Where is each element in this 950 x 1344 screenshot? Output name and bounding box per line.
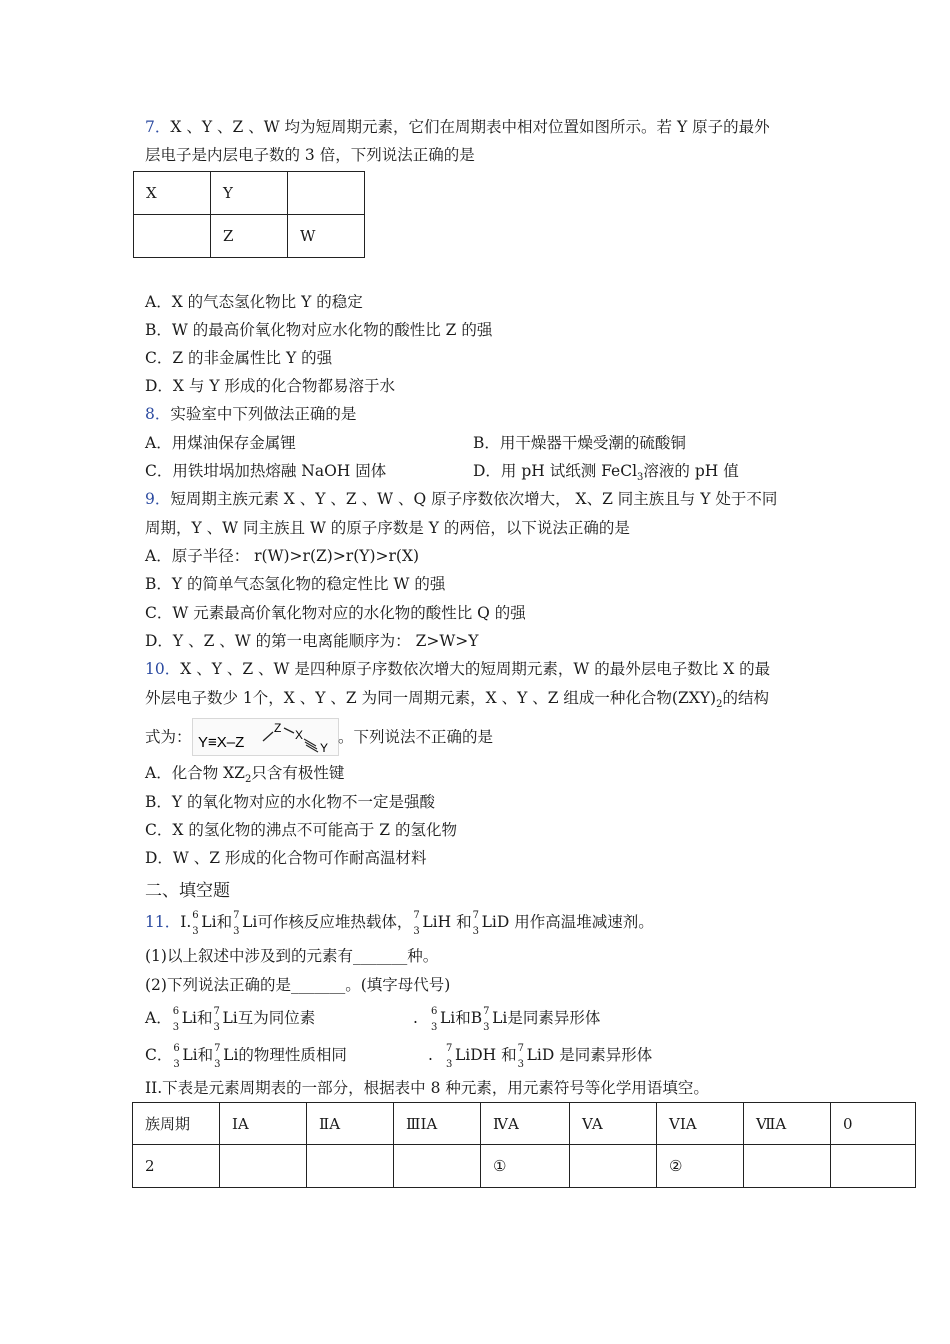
element-symbol: Li (526, 1046, 542, 1064)
formula-y-atom: Y (320, 741, 329, 755)
element-symbol: Li (182, 1046, 198, 1064)
q7-line2: 层电子是内层电子数的 3 倍，下列说法正确的是 (145, 146, 475, 164)
q8-option-b: B．用干燥器干燥受潮的硫酸铜 (473, 434, 686, 452)
q11-option-a-text: 互为同位素 (237, 1009, 316, 1027)
q7-option-d: D．X 与 Y 形成的化合物都易溶于水 (145, 377, 395, 395)
table-header-cell: ⅣA (481, 1103, 570, 1145)
q8-option-d-text: 溶液的 pH 值 (643, 462, 739, 480)
q7-cell: X (134, 172, 211, 215)
isotope-li7: 7 3 (413, 910, 420, 937)
element-symbol: Li (201, 913, 217, 931)
formula-left-part: Y≡X–Z (198, 734, 245, 751)
table-cell (570, 1145, 657, 1188)
section-heading: 二、填空题 (145, 881, 230, 901)
isotope-li6: 6 3 (172, 1006, 180, 1033)
table-cell (307, 1145, 394, 1188)
q7-option-b: B．W 的最高价氧化物对应水化物的酸性比 Z 的强 (145, 321, 493, 339)
element-symbol: Li (454, 1046, 471, 1064)
q11-option-d-text: H 和 (482, 1046, 517, 1064)
q11-option-a (145, 1006, 316, 1033)
q10-option-a-text: A．化合物 XZ (145, 764, 245, 782)
q11-text: D 用作高温堆减速剂。 (496, 913, 654, 931)
table-cell (831, 1145, 916, 1188)
q11-sub1: (1)以上叙述中涉及到的元素有_______种。 (145, 947, 439, 965)
q7-option-a: A．X 的气态氢化物比 Y 的稳定 (145, 293, 363, 311)
table-cell (394, 1145, 481, 1188)
q7-stem: X 、Y 、Z 、W 均为短周期元素，它们在周期表中相对位置如图所示。若 Y 原子的最外 (170, 118, 770, 136)
q9-option-c: C．W 元素最高价氧化物对应的水化物的酸性比 Q 的强 (145, 604, 526, 622)
table-header-cell: ⅢIA (394, 1103, 481, 1145)
q8-stem: 实验室中下列做法正确的是 (170, 405, 357, 423)
q7-line1 (145, 117, 770, 137)
element-symbol: Li (181, 1009, 197, 1027)
q9-option-a: A．原子半径： r(W)>r(Z)>r(Y)>r(X) (145, 547, 420, 565)
table-cell (220, 1145, 307, 1188)
table-header-cell: ⅡA (307, 1103, 394, 1145)
element-symbol: Li (481, 913, 497, 931)
q11-text: I. (180, 913, 192, 931)
q8-option-d (473, 461, 739, 488)
element-symbol: Li (222, 1009, 238, 1027)
q7-cell: Y (211, 172, 288, 215)
element-symbol: Li (242, 913, 258, 931)
q11-intro (145, 910, 654, 937)
q10-line3-lead: 式为： (145, 728, 192, 746)
q9-option-b: B．Y 的简单气态氢化物的稳定性比 W 的强 (145, 575, 446, 593)
table-header-cell: 族周期 (133, 1103, 220, 1145)
subscript: 3 (637, 472, 644, 484)
isotope-li7: 7 3 (233, 910, 240, 937)
structural-formula (192, 718, 339, 756)
q7-cell: Z (211, 215, 288, 258)
subscript: 2 (244, 774, 252, 786)
table-header-row (133, 1103, 916, 1145)
isotope-li7: 7 3 (213, 1006, 220, 1033)
q10-line1 (145, 659, 770, 679)
isotope-li7: 7 3 (445, 1043, 453, 1070)
q9-line1 (145, 489, 777, 509)
table-header-cell: ⅦA (744, 1103, 831, 1145)
q9-line2: 周期，Y 、W 同主族且 W 的原子序数是 Y 的两倍，以下说法正确的是 (145, 519, 630, 537)
q11-option-c-text: C． (145, 1046, 173, 1064)
q11-text: 和 (216, 913, 233, 931)
q11-option-d (428, 1043, 653, 1070)
q11-sub2: (2)下列说法正确的是_______。(填字母代号) (145, 976, 451, 994)
q9-stem: 短周期主族元素 X 、Y 、Z 、W 、Q 原子序数依次增大， X、Z 同主族且与 Y 处于不同 (170, 490, 778, 508)
q11-option-b-text: 是同素异形体 (507, 1009, 601, 1027)
q7-cell (134, 215, 211, 258)
formula-z-atom: Z (274, 721, 282, 735)
table-cell (744, 1145, 831, 1188)
isotope-li6: 6 3 (192, 910, 199, 937)
q10-number: 10． (145, 660, 181, 678)
subscript: 2 (716, 699, 723, 711)
q11-option-a-text: A． (145, 1009, 172, 1027)
q10-option-b: B．Y 的氧化物对应的水化物不一定是强酸 (145, 793, 436, 811)
q9-number: 9． (145, 490, 171, 508)
q8-number: 8． (145, 405, 171, 423)
structural-formula-drawing (193, 719, 338, 755)
element-symbol: Li (492, 1009, 508, 1027)
isotope-li7: 7 3 (483, 1006, 490, 1033)
q10-option-c: C．X 的氢化物的沸点不可能高于 Z 的氢化物 (145, 821, 457, 839)
isotope-li7: 7 3 (472, 910, 479, 937)
q7-cell (288, 172, 365, 215)
q11-option-c (145, 1043, 347, 1070)
table-cell: 2 (133, 1145, 220, 1188)
table-row (133, 1145, 916, 1188)
q8-option-a: A．用煤油保存金属锂 (145, 434, 296, 452)
q11-option-d-text: D 是同素异形体 (541, 1046, 653, 1064)
q9-option-d: D．Y 、Z 、W 的第一电离能顺序为： Z>W>Y (145, 632, 479, 650)
isotope-li6: 6 3 (173, 1043, 180, 1070)
q11-option-d-text: . (428, 1046, 433, 1064)
element-symbol: Li (439, 1009, 456, 1027)
q11-option-b-text: . (413, 1009, 418, 1027)
q11-option-b-letter: B (470, 1009, 483, 1027)
q10-stem: 外层电子数少 1个，X 、Y 、Z 为同一周期元素，X 、Y 、Z 组成一种化合物(ZXY) (145, 689, 717, 707)
q7-position-table (133, 171, 365, 258)
q10-option-d: D．W 、Z 形成的化合物可作耐高温材料 (145, 849, 427, 867)
q11-option-a-text: 和 (196, 1009, 213, 1027)
isotope-li7: 7 3 (214, 1043, 221, 1070)
q8-stem-line (145, 404, 356, 424)
q11-option-d-letter: D (470, 1046, 483, 1064)
formula-x-atom: X (295, 728, 304, 742)
table-header-cell: IA (220, 1103, 307, 1145)
q7-cell: W (288, 215, 365, 258)
table-cell: ② (657, 1145, 744, 1188)
table-header-cell: VIA (657, 1103, 744, 1145)
isotope-li6: 6 3 (430, 1006, 438, 1033)
q11-option-c-text: 和 (197, 1046, 214, 1064)
table-header-cell: VA (570, 1103, 657, 1145)
q11-number: 11． (145, 913, 181, 931)
q11-part-two: II.下表是元素周期表的一部分，根据表中 8 种元素，用元素符号等化学用语填空。 (145, 1079, 709, 1097)
q8-option-d-text: D．用 pH 试纸测 FeCl (473, 462, 638, 480)
table-header-cell: 0 (831, 1103, 916, 1145)
q11-option-b-text: 和 (455, 1009, 471, 1027)
q10-line3-tail: 。下列说法不正确的是 (338, 728, 494, 746)
table-cell: ① (481, 1145, 570, 1188)
q10-stem: X 、Y 、Z 、W 是四种原子序数依次增大的短周期元素，W 的最外层电子数比 X 的最 (180, 660, 771, 678)
q11-option-b (413, 1006, 601, 1033)
isotope-li7: 7 3 (517, 1043, 524, 1070)
q11-option-c-text: 的物理性质相同 (238, 1046, 347, 1064)
q7-number: 7． (145, 118, 171, 136)
q11-text: H 和 (437, 913, 472, 931)
q8-option-c: C．用铁坩埚加热熔融 NaOH 固体 (145, 462, 387, 480)
q10-line2 (145, 688, 769, 715)
periodic-table-excerpt (132, 1102, 916, 1188)
q7-option-c: C．Z 的非金属性比 Y 的强 (145, 349, 333, 367)
element-symbol: Li (223, 1046, 239, 1064)
element-symbol: Li (422, 913, 438, 931)
q10-option-a-text: 只含有极性键 (251, 764, 345, 782)
q11-text: 可作核反应堆热载体， (257, 913, 413, 931)
q10-stem: 的结构 (722, 689, 769, 707)
q10-option-a (145, 763, 344, 790)
